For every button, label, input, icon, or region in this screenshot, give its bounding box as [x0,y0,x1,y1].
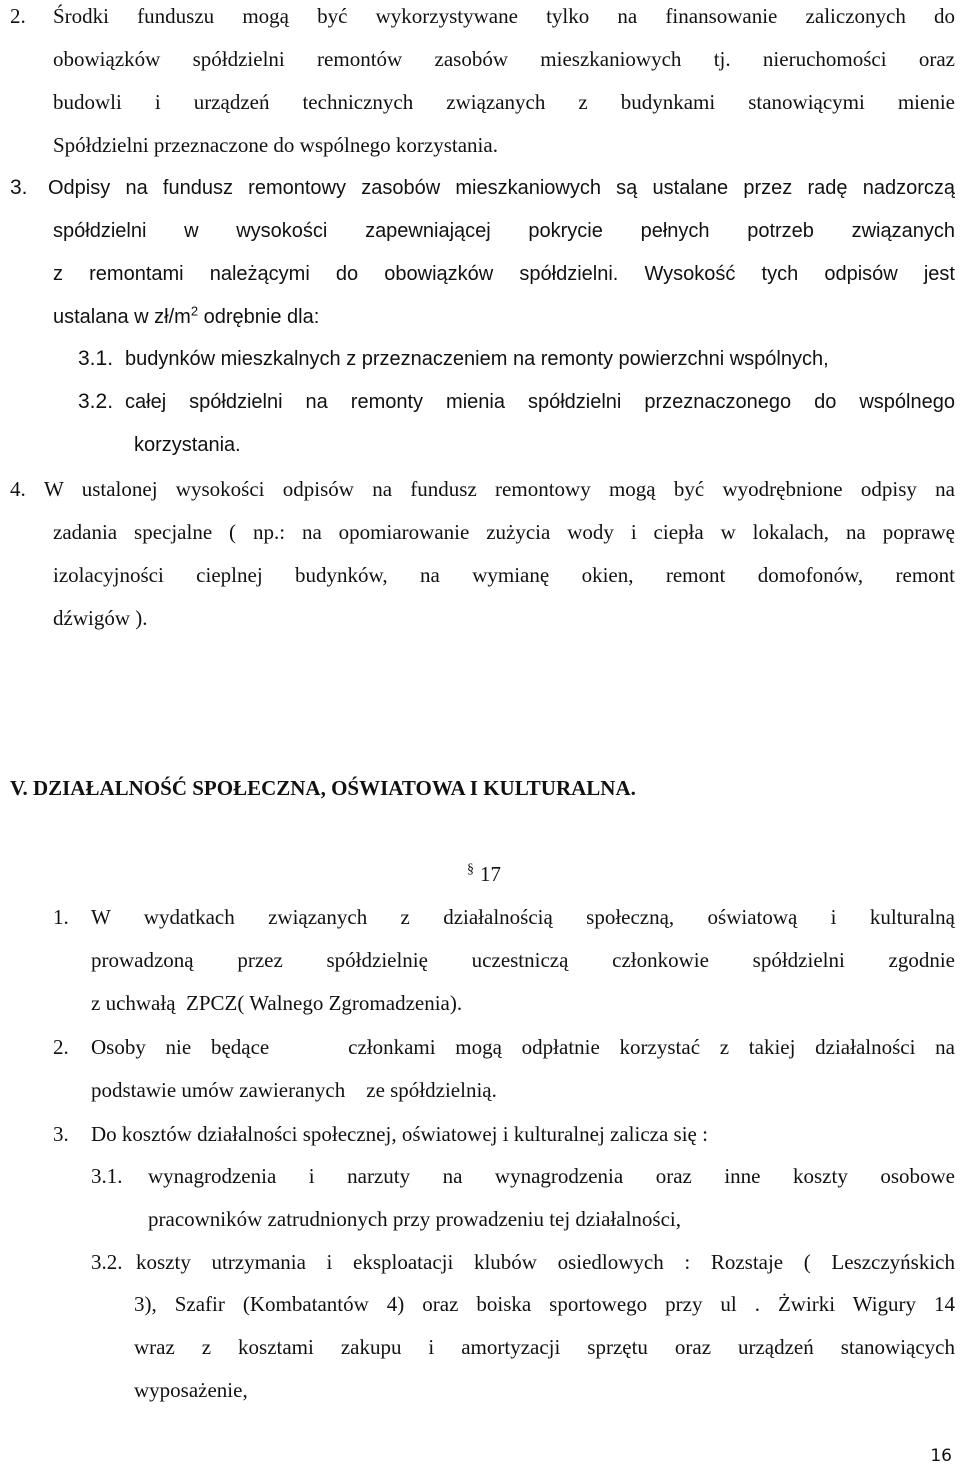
item-number: 3. [53,1122,69,1146]
subitem-line: budynków mieszkalnych z przeznaczeniem na remonty powierzchni wspólnych, [125,348,829,370]
paragraph-line: budowli i urządzeń technicznych związanych z budynkami stanowiącymi mienie [53,90,955,114]
paragraph-line: z remontami należącymi do obowiązków spółdzielni. Wysokość tych odpisów jest [53,263,955,285]
subitem-number: 3.2. [91,1250,123,1274]
section-number-value: 17 [480,862,501,886]
paragraph-line: zadania specjalne ( np.: na opomiarowanie zużycia wody i ciepła w lokalach, na poprawę [53,520,955,544]
subitem-line: korzystania. [134,434,241,456]
paragraph-line: Spółdzielni przeznaczone do wspólnego korzystania. [53,133,498,157]
item-number: 2. [10,4,26,28]
subitem-line: koszty utrzymania i eksploatacji klubów osiedlowych : Rozstaje ( Leszczyńskich [136,1250,955,1274]
section-symbol: § [467,862,474,877]
subitem-line: wyposażenie, [134,1378,248,1402]
paragraph-line: podstawie umów zawieranych ze spółdzielnią. [91,1078,497,1102]
paragraph-line: prowadzoną przez spółdzielnię uczestniczą członkowie spółdzielni zgodnie [91,948,955,972]
unit-text-rest: odrębnie dla: [198,306,320,328]
paragraph-line: Osoby nie będące członkami mogą odpłatnie korzystać z takiej działalności na [91,1035,955,1059]
subitem-line: wraz z kosztami zakupu i amortyzacji sprzętu oraz urządzeń stanowiących [134,1335,955,1359]
item-number: 4. [10,477,26,501]
paragraph-line: dźwigów ). [53,606,148,630]
paragraph-line: Do kosztów działalności społecznej, oświatowej i kulturalnej zalicza się : [91,1122,708,1146]
subitem-line: 3), Szafir (Kombatantów 4) oraz boiska sportowego przy ul . Żwirki Wigury 14 [134,1292,955,1316]
paragraph-line: spółdzielni w wysokości zapewniającej pokrycie pełnych potrzeb związanych [53,220,955,242]
paragraph-line: Środki funduszu mogą być wykorzystywane tylko na finansowanie zaliczonych do [53,4,955,28]
subitem-number: 3.2. [78,390,114,413]
subitem-number: 3.1. [91,1164,123,1188]
page-number: 16 [930,1446,952,1466]
item-number: 1. [53,905,69,929]
paragraph-line: izolacyjności cieplnej budynków, na wymianę okien, remont domofonów, remont [53,563,955,587]
paragraph-line: W ustalonej wysokości odpisów na fundusz remontowy mogą być wyodrębnione odpisy na [44,477,955,501]
superscript: 2 [190,303,199,319]
paragraph-line: Odpisy na fundusz remontowy zasobów mieszkaniowych są ustalane przez radę nadzorczą [48,177,955,199]
paragraph-line: z uchwałą ZPCZ( Walnego Zgromadzenia). [91,991,463,1015]
paragraph-line: obowiązków spółdzielni remontów zasobów mieszkaniowych tj. nieruchomości oraz [53,47,955,71]
item-number: 3. [10,176,28,199]
subitem-line: pracowników zatrudnionych przy prowadzeniu tej działalności, [148,1207,681,1231]
unit-text: ustalana w zł/m [53,306,191,328]
subitem-line: całej spółdzielni na remonty mienia spółdzielni przeznaczonego do wspólnego [125,391,955,413]
section-number [467,860,501,888]
paragraph-line [53,303,319,331]
subitem-line: wynagrodzenia i narzuty na wynagrodzenia oraz inne koszty osobowe [148,1164,955,1188]
item-number: 2. [53,1035,69,1059]
subitem-number: 3.1. [78,347,114,370]
paragraph-line: W wydatkach związanych z działalnością społeczną, oświatową i kulturalną [91,905,955,929]
section-heading: V. DZIAŁALNOŚĆ SPOŁECZNA, OŚWIATOWA I KULTURALNA. [10,776,636,800]
